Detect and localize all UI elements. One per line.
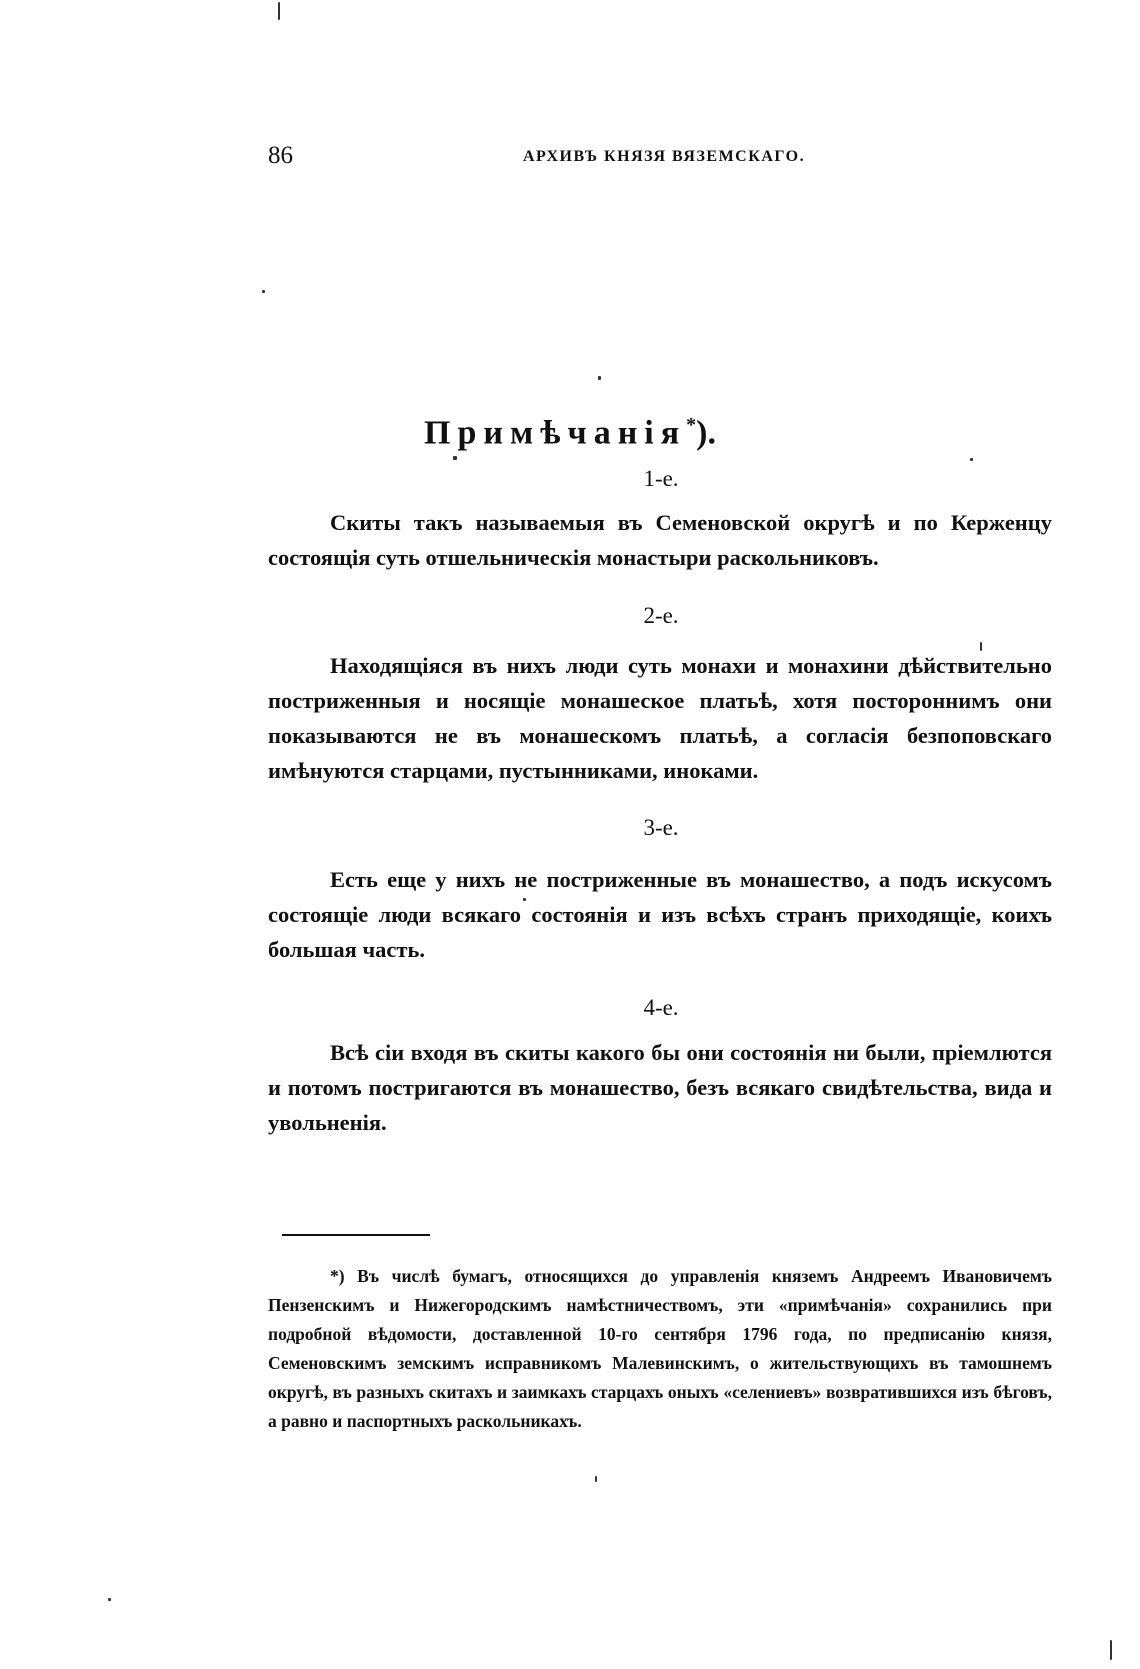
scan-speck [453,456,457,460]
footnote-rule [282,1234,430,1236]
section-title-paren: ). [696,414,716,452]
page-number: 86 [268,142,293,169]
section-title-text: Примѣчанія [424,414,687,452]
scan-speck [598,376,601,380]
footnote: *) Въ числѣ бумагъ, относящихся до управленія княземъ Андреемъ Ивановичемъ Пензенскимъ и Нижегородскимъ намѣстничествомъ, эти «примѣчанія» сохранились при подробной вѣдомости, доставленной 10-го сентября 1796 года, по предписанію князя, Семеновскимъ земскимъ исправникомъ Малевинскимъ, о жительствующихъ въ тамошнемъ округѣ, въ разныхъ скитахъ и заимкахъ старцахъ оныхъ «селениевъ» возвратившихся изъ бѣговъ, а равно и паспортныхъ раскольникахъ. [268,1266,1052,1431]
running-head [268,142,1052,178]
note-label-2: 2-е. [643,603,679,628]
scan-speck [523,898,526,901]
running-title: АРХИВЪ КНЯЗЯ ВЯЗЕМСКАГО. [523,148,806,165]
note-paragraph-2: Находящіяся въ нихъ люди суть монахи и монахини дѣйствительно постриженныя и носящіе монашеское платьѣ, хотя постороннимъ они показываются не въ монашескомъ платьѣ, а согласія безпоповскаго имѣнуются старцами, пустынниками, иноками. [268,653,1052,783]
section-title [0,414,1140,452]
scan-speck [595,1476,597,1482]
note-label-3: 3-е. [643,815,679,840]
scan-speck [262,290,265,293]
note-paragraph-3: Есть еще у нихъ не постриженные въ монашество, а подъ искусомъ состоящіе люди всякаго состоянія и изъ всѣхъ странъ приходящіе, коихъ большая часть. [268,867,1052,962]
footnote-mark: * [686,414,697,436]
note-label-1: 1-е. [643,466,679,491]
scan-speck [970,458,973,461]
scan-speck [1110,1640,1112,1660]
scan-speck [108,1598,111,1601]
scan-speck [980,642,982,651]
note-paragraph-4: Всѣ сіи входя въ скиты какого бы они состоянія ни были, пріемлются и потомъ постригаются въ монашество, безъ всякаго свидѣтельства, вида и увольненія. [268,1040,1052,1135]
note-paragraph-1: Скиты такъ называемыя въ Семеновской округѣ и по Керженцу состоящія суть отшельническія монастыри раскольниковъ. [268,510,1052,570]
scan-speck [278,2,280,20]
note-label-4: 4-е. [643,995,679,1020]
